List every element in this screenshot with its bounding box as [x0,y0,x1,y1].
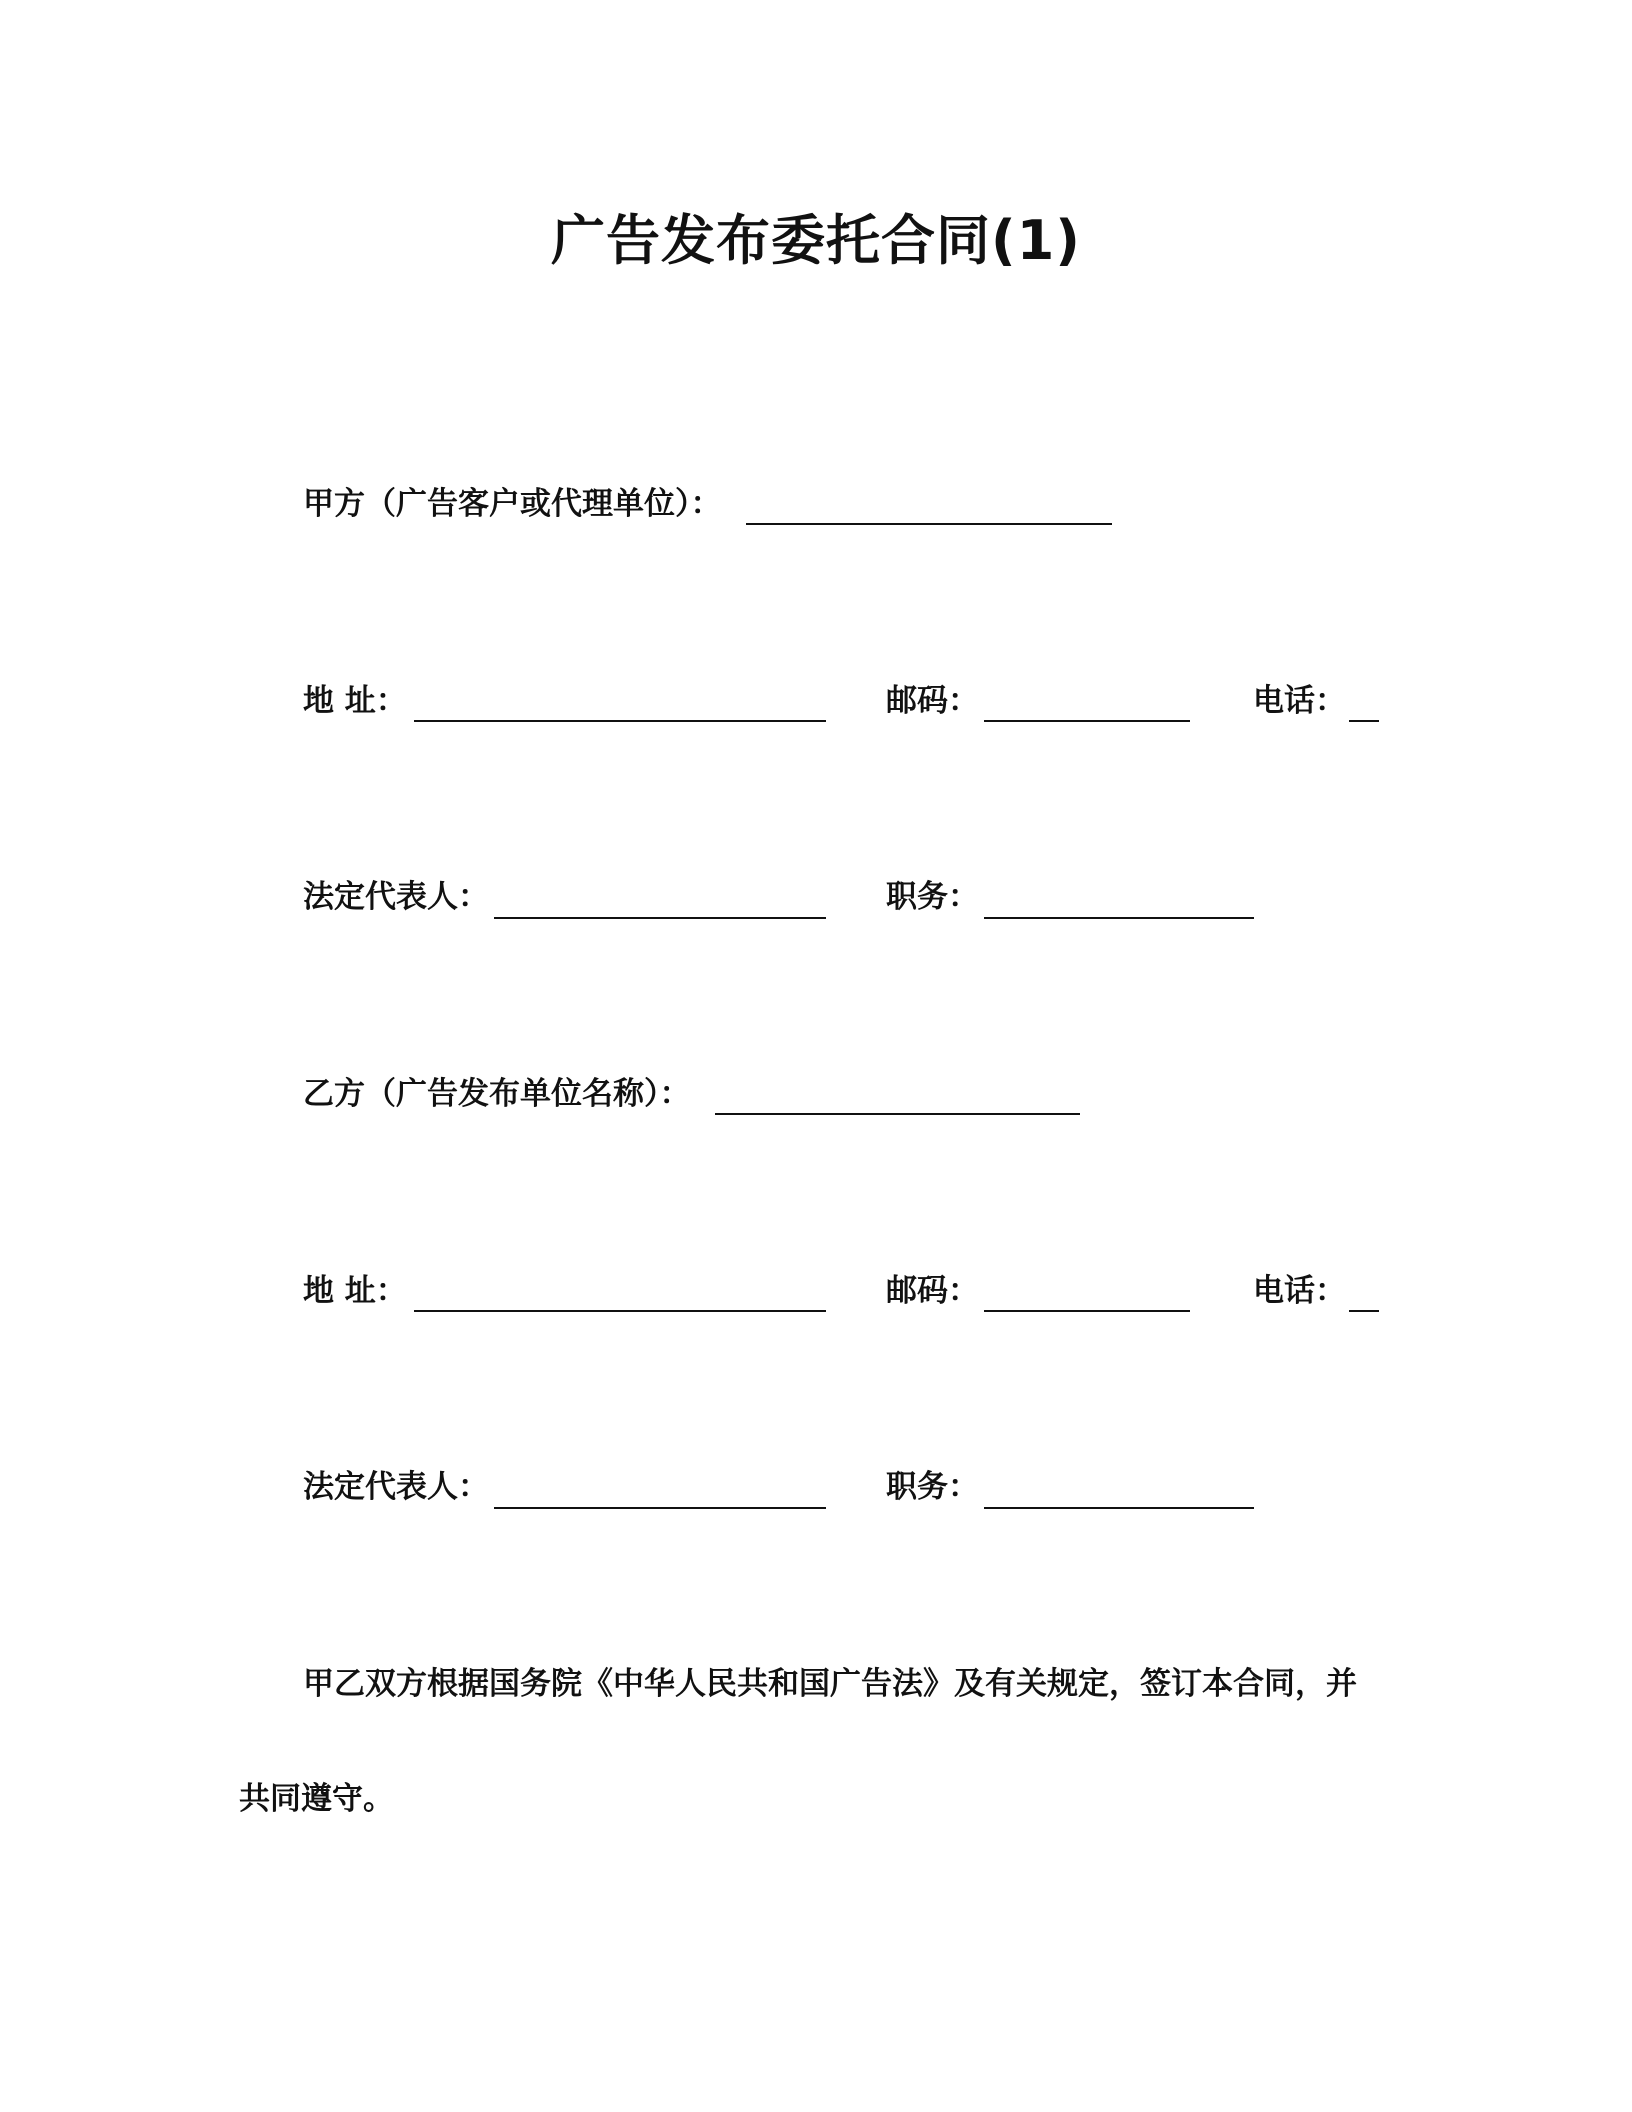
party-a-postcode-blank[interactable] [984,720,1190,722]
party-b-address-label: 地 址： [303,1273,407,1309]
party-a-position-label: 职务： [886,879,979,915]
party-b-position-blank[interactable] [984,1507,1254,1509]
party-b-legal-rep-label: 法定代表人： [303,1469,489,1505]
party-a-legal-rep-label: 法定代表人： [303,879,489,915]
party-b-postcode-label: 邮码： [886,1273,979,1309]
document-title: 广告发布委托合同(1) [551,209,1081,272]
party-a-postcode-label: 邮码： [886,683,979,719]
party-b-phone-blank[interactable] [1349,1310,1379,1312]
party-a-address-blank[interactable] [414,720,826,722]
party-a-name-blank[interactable] [746,523,1112,525]
party-a-legal-rep-blank[interactable] [494,917,826,919]
preamble-line-2: 共同遵守。 [239,1781,394,1817]
party-b-name-blank[interactable] [715,1113,1080,1115]
party-b-position-label: 职务： [886,1469,979,1505]
preamble-line-1: 甲乙双方根据国务院《中华人民共和国广告法》及有关规定，签订本合同，并 [303,1666,1357,1702]
party-a-position-blank[interactable] [984,917,1254,919]
party-a-name-label: 甲方（广告客户或代理单位）： [303,486,722,522]
party-b-name-label: 乙方（广告发布单位名称）： [303,1076,691,1112]
party-a-address-label: 地 址： [303,683,407,719]
party-b-address-blank[interactable] [414,1310,826,1312]
party-a-phone-label: 电话： [1253,683,1346,719]
party-b-legal-rep-blank[interactable] [494,1507,826,1509]
party-b-phone-label: 电话： [1253,1273,1346,1309]
party-a-phone-blank[interactable] [1349,720,1379,722]
party-b-postcode-blank[interactable] [984,1310,1190,1312]
